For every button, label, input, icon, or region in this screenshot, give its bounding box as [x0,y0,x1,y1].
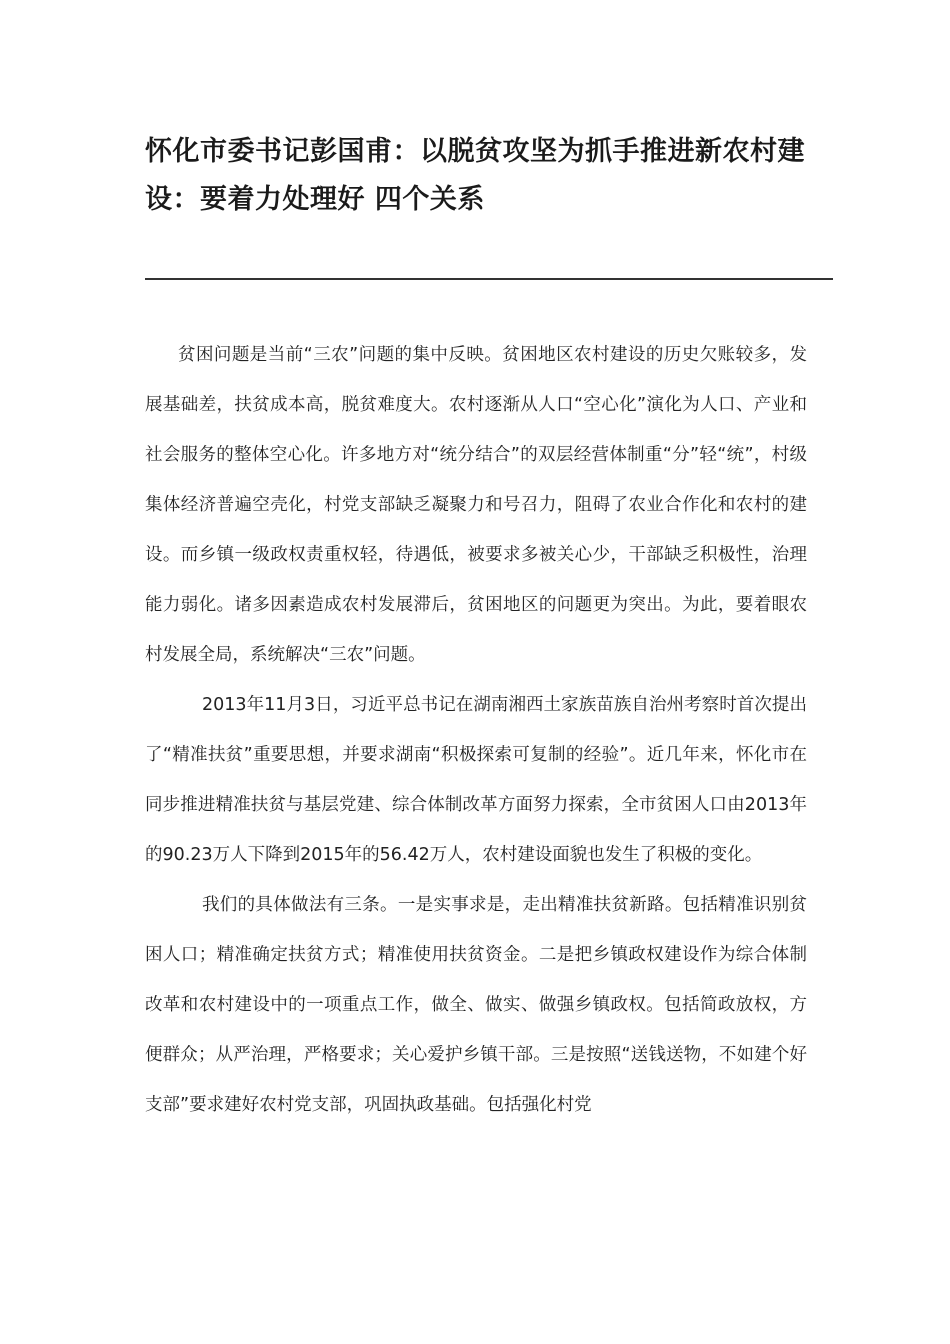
body-paragraph: 贫困问题是当前“三农”问题的集中反映。贫困地区农村建设的历史欠账较多，发展基础差，扶贫成本高，脱贫难度大。农村逐渐从人口“空心化”演化为人口、产业和社会服务的整体空心化。许多地方对“统分结合”的双层经营体制重“分”轻“统”，村级集体经济普遍空壳化，村党支部缺乏凝聚力和号召力，阻碍了农业合作化和农村的建设。而乡镇一级政权责重权轻，待遇低，被要求多被关心少，干部缺乏积极性，治理能力弱化。诸多因素造成农村发展滞后，贫困地区的问题更为突出。为此，要着眼农村发展全局，系统解决“三农”问题。 [145,345,807,665]
body-paragraph: 2013年11月3日，习近平总书记在湖南湘西土家族苗族自治州考察时首次提出了“精准扶贫”重要思想，并要求湖南“积极探索可复制的经验”。近几年来，怀化市在同步推进精准扶贫与基层党建、综合体制改革方面努力探索，全市贫困人口由2013年的90.23万人下降到2015年的56.42万人，农村建设面貌也发生了积极的变化。 [145,695,807,865]
document-title: 怀化市委书记彭国甫：以脱贫攻坚为抓手推进新农村建设：要着力处理好 四个关系 [145,136,805,215]
body-paragraph: 我们的具体做法有三条。一是实事求是，走出精准扶贫新路。包括精准识别贫困人口；精准确定扶贫方式；精准使用扶贫资金。二是把乡镇政权建设作为综合体制改革和农村建设中的一项重点工作，做全、做实、做强乡镇政权。包括简政放权，方便群众；从严治理，严格要求；关心爱护乡镇干部。三是按照“送钱送物，不如建个好支部”要求建好农村党支部，巩固执政基础。包括强化村党 [145,895,807,1115]
title-divider [145,278,833,280]
document-body [145,330,807,1130]
